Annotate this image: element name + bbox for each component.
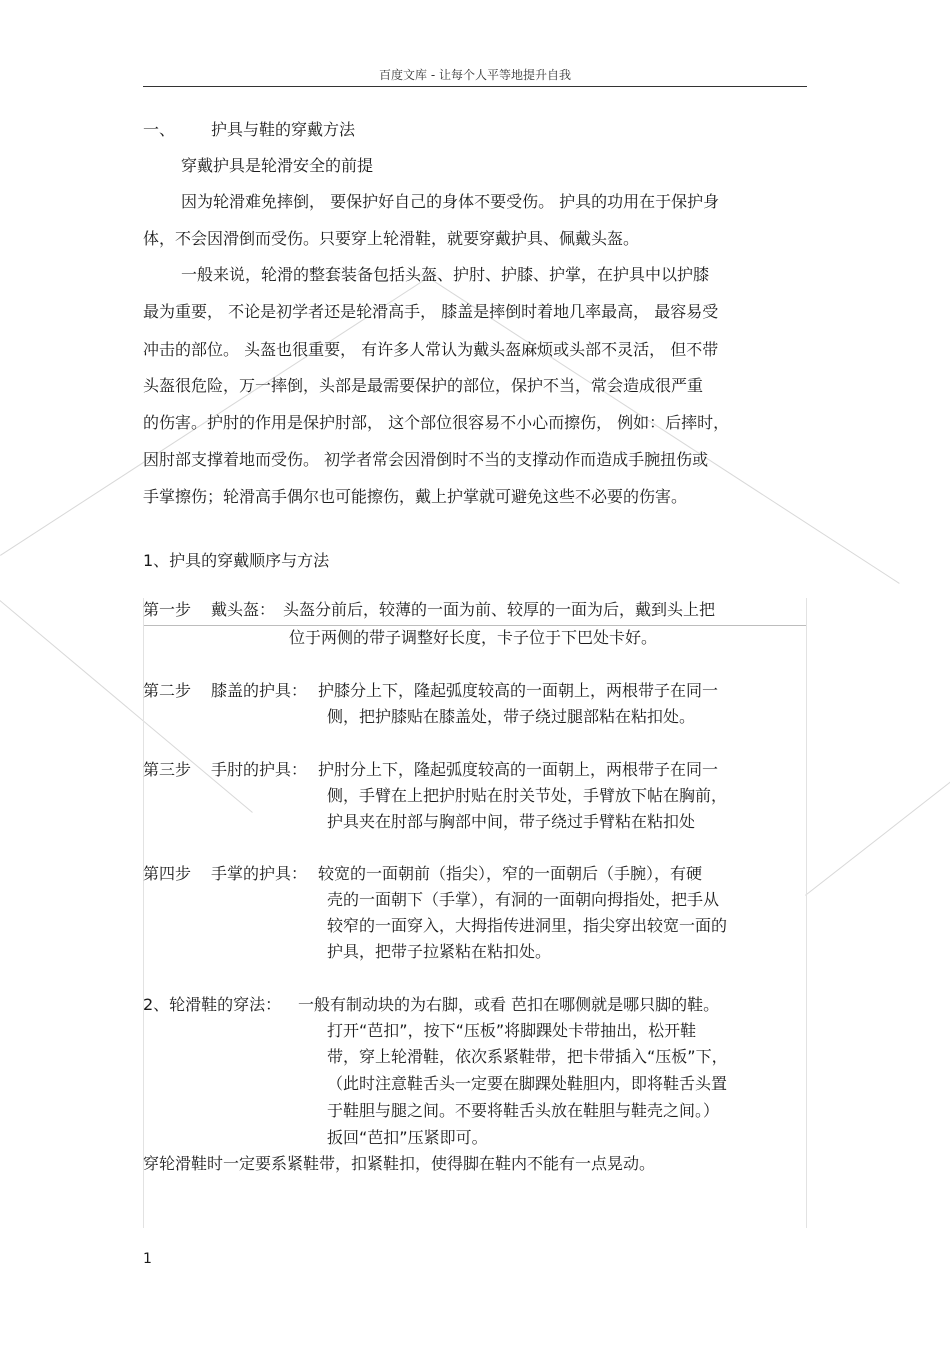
page-number: 1: [143, 1251, 152, 1267]
watermark-line: [805, 778, 950, 896]
table-rule: [143, 625, 807, 626]
watermark-line: [0, 600, 253, 813]
skates-line: 一般有制动块的为右脚，或看 芭扣在哪侧就是哪只脚的鞋。: [298, 995, 720, 1014]
closing-line: 穿轮滑鞋时一定要系紧鞋带，扣紧鞋扣，使得脚在鞋内不能有一点晃动。: [143, 1154, 656, 1173]
skates-line: 带，穿上轮滑鞋，依次系紧鞋带，把卡带插入“压板”下，: [327, 1047, 728, 1066]
skates-line: 于鞋胆与腿之间。不要将鞋舌头放在鞋胆与鞋壳之间。）: [327, 1101, 720, 1120]
table-border-right: [806, 598, 807, 1228]
header-rule: [143, 86, 807, 87]
paragraph-line: 冲击的部位。 头盔也很重要， 有许多人常认为戴头盔麻烦或头部不灵活， 但不带: [143, 340, 719, 359]
step-text: 护膝分上下，隆起弧度较高的一面朝上，两根带子在同一: [318, 681, 719, 700]
paragraph-line: 体，不会因滑倒而受伤。只要穿上轮滑鞋，就要穿戴护具、佩戴头盔。: [143, 229, 640, 248]
skates-line: （此时注意鞋舌头一定要在脚踝处鞋胆内，即将鞋舌头置: [327, 1074, 728, 1093]
step-item: 手肘的护具：: [211, 760, 308, 779]
step-text: 护具夹在肘部与胸部中间，带子绕过手臂粘在粘扣处: [327, 812, 696, 831]
step-text: 侧，把护膝贴在膝盖处，带子绕过腿部粘在粘扣处。: [327, 707, 696, 726]
paragraph-line: 因为轮滑难免摔倒， 要保护好自己的身体不要受伤。 护具的功用在于保护身: [181, 192, 720, 211]
step-label: 第四步: [143, 864, 192, 883]
step-item: 手掌的护具：: [211, 864, 308, 883]
paragraph-line: 头盔很危险，万一摔倒，头部是最需要保护的部位，保护不当，常会造成很严重: [143, 376, 704, 395]
section-number: 一、: [143, 120, 176, 139]
paragraph-line: 手掌擦伤；轮滑高手偶尔也可能擦伤，戴上护掌就可避免这些不必要的伤害。: [143, 487, 688, 506]
step-text: 侧，手臂在上把护肘贴在肘关节处，手臂放下帖在胸前，: [327, 786, 728, 805]
paragraph-line: 的伤害。护肘的作用是保护肘部， 这个部位很容易不小心而擦伤， 例如：后摔时，: [143, 413, 730, 432]
section-subtitle: 穿戴护具是轮滑安全的前提: [181, 156, 374, 175]
step-text: 护肘分上下，隆起弧度较高的一面朝上，两根带子在同一: [318, 760, 719, 779]
wearing-heading: 1、护具的穿戴顺序与方法: [143, 551, 330, 570]
step-text: 护具，把带子拉紧粘在粘扣处。: [327, 942, 552, 961]
skates-label: 2、轮滑鞋的穿法：: [143, 995, 282, 1014]
step-text: 壳的一面朝下（手掌），有洞的一面朝向拇指处，把手从: [327, 890, 720, 909]
step-text: 较宽的一面朝前（指尖），窄的一面朝后（手腕），有硬: [318, 864, 703, 883]
step-text: 头盔分前后，较薄的一面为前、较厚的一面为后，戴到头上把: [283, 600, 716, 619]
step-label: 第一步: [143, 600, 192, 619]
paragraph-line: 因肘部支撑着地而受伤。 初学者常会因滑倒时不当的支撑动作而造成手腕扭伤或: [143, 450, 709, 469]
step-text: 位于两侧的带子调整好长度，卡子位于下巴处卡好。: [289, 628, 658, 647]
paragraph-line: 最为重要， 不论是初学者还是轮滑高手， 膝盖是摔倒时着地几率最高， 最容易受: [143, 302, 719, 321]
page-header: 百度文库 - 让每个人平等地提升自我: [379, 68, 571, 82]
step-item: 戴头盔：: [211, 600, 276, 619]
step-text: 较窄的一面穿入，大拇指传进洞里，指尖穿出较宽一面的: [327, 916, 728, 935]
section-title: 护具与鞋的穿戴方法: [211, 120, 356, 139]
step-item: 膝盖的护具：: [211, 681, 308, 700]
paragraph-line: 一般来说，轮滑的整套装备包括头盔、护肘、护膝、护掌，在护具中以护膝: [181, 265, 710, 284]
skates-line: 打开“芭扣”，按下“压板”将脚踝处卡带抽出，松开鞋: [327, 1021, 697, 1040]
step-label: 第三步: [143, 760, 192, 779]
step-label: 第二步: [143, 681, 192, 700]
skates-line: 扳回“芭扣”压紧即可。: [327, 1128, 488, 1147]
